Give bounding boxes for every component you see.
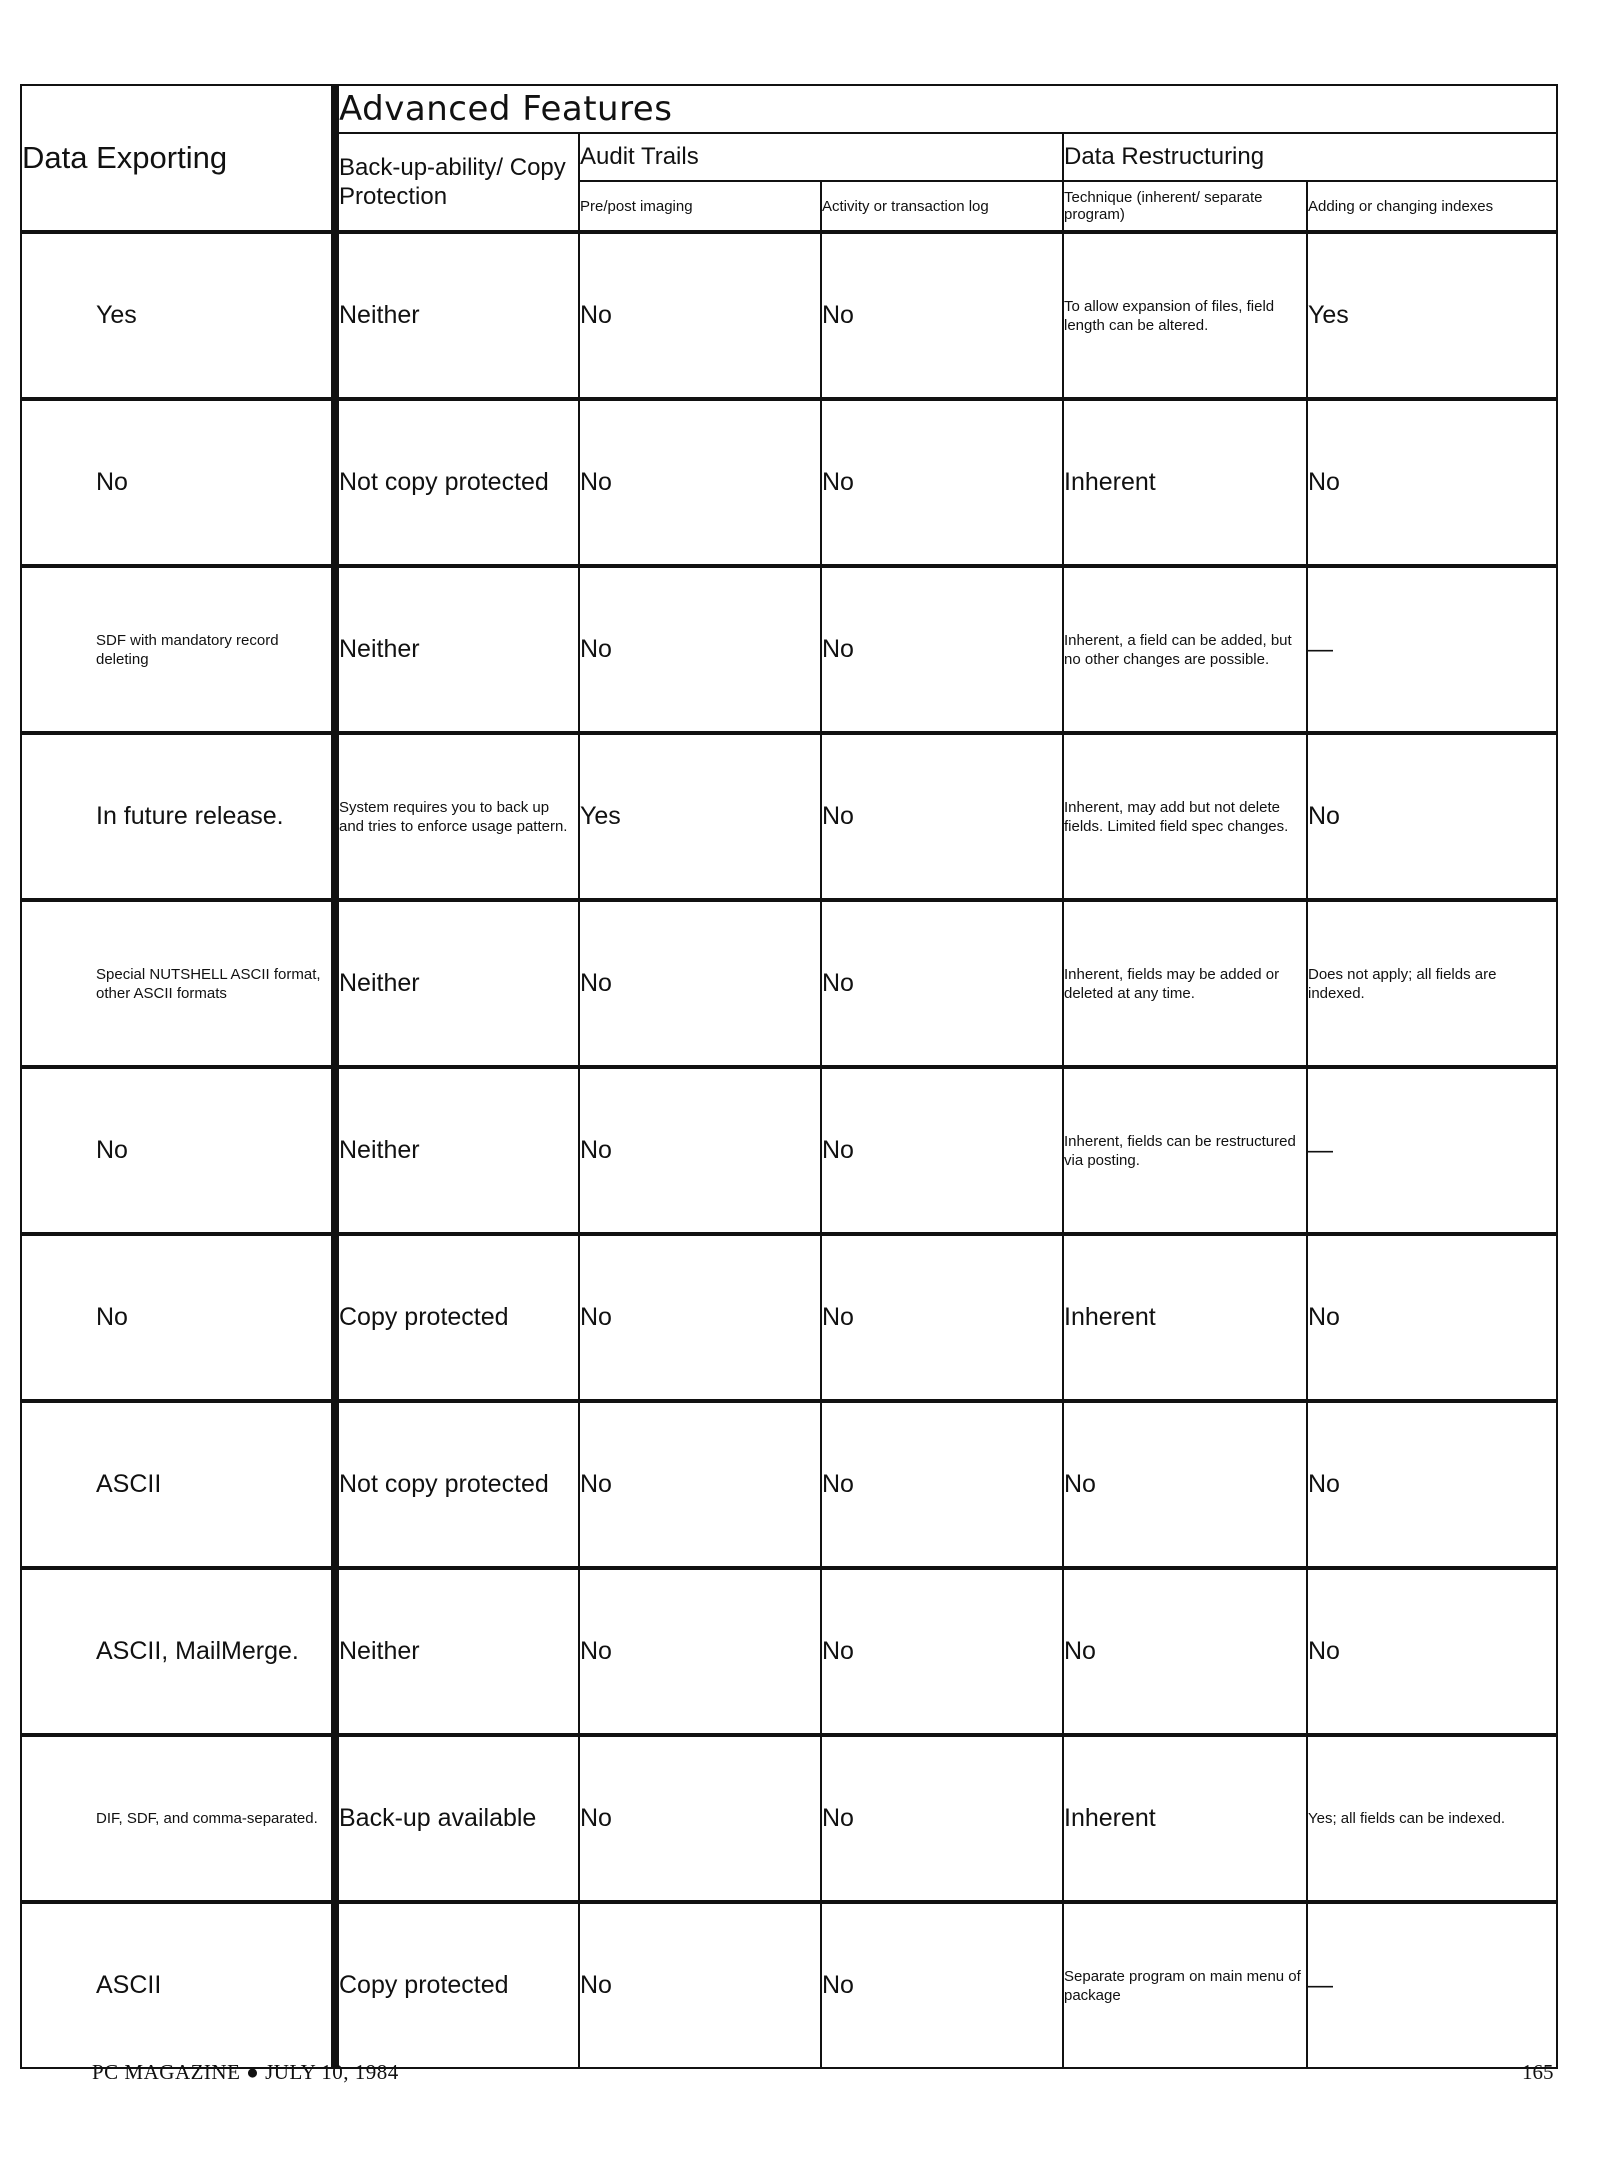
feature-comparison-table (20, 84, 1558, 2069)
activity-log-cell (821, 1234, 1063, 1401)
table-row (21, 232, 1557, 399)
technique-cell (1063, 399, 1307, 566)
activity-log-cell (821, 1401, 1063, 1568)
prepost-imaging-value: No (580, 1470, 612, 1498)
activity-log-value: No (822, 1470, 854, 1498)
technique-cell (1063, 232, 1307, 399)
prepost-imaging-value: No (580, 635, 612, 663)
data-exporting-cell (21, 1067, 335, 1234)
backup-cell (335, 1902, 579, 2068)
indexes-cell (1307, 733, 1557, 900)
indexes-value: No (1308, 802, 1340, 830)
page-number: 165 (1522, 2060, 1554, 2084)
backup-cell (335, 900, 579, 1067)
table-row (21, 566, 1557, 733)
data-exporting-value: ASCII (96, 1470, 162, 1498)
data-exporting-cell (21, 900, 335, 1067)
indexes-cell (1307, 566, 1557, 733)
prepost-imaging-cell (579, 1902, 821, 2068)
activity-log-cell (821, 1067, 1063, 1234)
activity-log-cell (821, 1902, 1063, 2068)
activity-log-value: No (822, 802, 854, 830)
technique-cell (1063, 1568, 1307, 1735)
technique-header: Technique (inherent/ separate program) (1063, 181, 1307, 232)
backup-value: Copy protected (339, 1303, 509, 1331)
prepost-imaging-value: No (580, 1804, 612, 1832)
indexes-value: — (1308, 1971, 1333, 1999)
prepost-imaging-value: No (580, 969, 612, 997)
audit-trails-header: Audit Trails (579, 133, 1063, 181)
technique-cell (1063, 1902, 1307, 2068)
technique-value: Inherent (1064, 1303, 1156, 1331)
activity-log-value: No (822, 468, 854, 496)
data-exporting-value: ASCII, MailMerge. (96, 1637, 299, 1665)
technique-cell (1063, 566, 1307, 733)
prepost-imaging-cell (579, 733, 821, 900)
table-row (21, 1401, 1557, 1568)
data-exporting-cell (21, 1735, 335, 1902)
backup-cell (335, 1401, 579, 1568)
backup-value: Back-up available (339, 1804, 537, 1832)
indexes-value: Yes; all fields can be indexed. (1308, 1810, 1506, 1827)
prepost-imaging-value: No (580, 1136, 612, 1164)
indexes-cell (1307, 1234, 1557, 1401)
indexes-cell (1307, 1902, 1557, 2068)
prepost-imaging-value: No (580, 468, 612, 496)
prepost-imaging-value: Yes (580, 802, 621, 830)
table-row (21, 900, 1557, 1067)
data-exporting-value: No (96, 1303, 128, 1331)
activity-log-value: No (822, 1804, 854, 1832)
table-body (21, 232, 1557, 2068)
prepost-imaging-cell (579, 399, 821, 566)
activity-log-cell (821, 566, 1063, 733)
table-row (21, 1234, 1557, 1401)
activity-log-cell (821, 1568, 1063, 1735)
indexes-cell (1307, 1067, 1557, 1234)
activity-log-header: Activity or transaction log (821, 181, 1063, 232)
technique-cell (1063, 733, 1307, 900)
backup-cell (335, 1234, 579, 1401)
backup-cell (335, 733, 579, 900)
prepost-imaging-value: No (580, 301, 612, 329)
prepost-imaging-cell (579, 232, 821, 399)
data-exporting-cell (21, 232, 335, 399)
backup-cell (335, 1735, 579, 1902)
data-exporting-cell (21, 566, 335, 733)
indexes-cell (1307, 232, 1557, 399)
indexes-cell (1307, 900, 1557, 1067)
data-exporting-cell (21, 733, 335, 900)
table-row (21, 1568, 1557, 1735)
advanced-features-header: Advanced Features (335, 85, 1557, 133)
backup-cell (335, 1067, 579, 1234)
data-exporting-value: In future release. (96, 802, 284, 830)
technique-value: To allow expansion of files, field length can be altered. (1064, 297, 1275, 334)
prepost-imaging-cell (579, 1234, 821, 1401)
data-exporting-cell (21, 399, 335, 566)
technique-cell (1063, 1067, 1307, 1234)
prepost-imaging-cell (579, 1067, 821, 1234)
activity-log-value: No (822, 969, 854, 997)
prepost-imaging-cell (579, 1568, 821, 1735)
backup-value: Not copy protected (339, 1470, 549, 1498)
technique-cell (1063, 1234, 1307, 1401)
data-exporting-value: ASCII (96, 1971, 162, 1999)
indexes-value: — (1308, 635, 1333, 663)
indexes-value: No (1308, 1637, 1340, 1665)
activity-log-value: No (822, 635, 854, 663)
prepost-imaging-cell (579, 900, 821, 1067)
indexes-value: Yes (1308, 301, 1349, 329)
backup-value: Neither (339, 1637, 420, 1665)
backup-value: Neither (339, 969, 420, 997)
backup-value: Neither (339, 301, 420, 329)
technique-value: Inherent, fields can be restructured via posting. (1064, 1132, 1296, 1169)
technique-value: Inherent, a field can be added, but no other changes are possible. (1064, 631, 1292, 668)
data-exporting-cell (21, 1234, 335, 1401)
backup-cell (335, 566, 579, 733)
indexes-value: No (1308, 1303, 1340, 1331)
table-row (21, 1735, 1557, 1902)
data-exporting-cell (21, 1568, 335, 1735)
indexes-header: Adding or changing indexes (1307, 181, 1557, 232)
backup-value: Not copy protected (339, 468, 549, 496)
technique-value: No (1064, 1470, 1096, 1498)
backup-copy-protection-header: Back-up-ability/ Copy Protection (335, 133, 579, 232)
technique-value: No (1064, 1637, 1096, 1665)
data-exporting-value: Special NUTSHELL ASCII format, other ASCII formats (96, 965, 321, 1002)
indexes-value: No (1308, 468, 1340, 496)
activity-log-cell (821, 399, 1063, 566)
activity-log-value: No (822, 1303, 854, 1331)
activity-log-value: No (822, 1971, 854, 1999)
indexes-cell (1307, 1735, 1557, 1902)
table-row (21, 399, 1557, 566)
prepost-imaging-value: No (580, 1971, 612, 1999)
indexes-value: — (1308, 1136, 1333, 1164)
technique-value: Inherent (1064, 1804, 1156, 1832)
activity-log-value: No (822, 1637, 854, 1665)
data-exporting-value: Yes (96, 301, 137, 329)
technique-cell (1063, 1401, 1307, 1568)
technique-value: Inherent, may add but not delete fields. Limited field spec changes. (1064, 798, 1289, 835)
backup-value: System requires you to back up and tries to enforce usage pattern. (339, 798, 568, 835)
technique-cell (1063, 1735, 1307, 1902)
technique-value: Inherent (1064, 468, 1156, 496)
indexes-cell (1307, 1568, 1557, 1735)
data-exporting-value: SDF with mandatory record deleting (96, 631, 279, 668)
prepost-imaging-cell (579, 1735, 821, 1902)
prepost-imaging-cell (579, 566, 821, 733)
prepost-imaging-header: Pre/post imaging (579, 181, 821, 232)
prepost-imaging-value: No (580, 1637, 612, 1665)
activity-log-cell (821, 733, 1063, 900)
data-exporting-header: Data Exporting (21, 85, 335, 232)
footer-publication: PC MAGAZINE ● JULY 10, 1984 (92, 2060, 399, 2084)
data-restructuring-header: Data Restructuring (1063, 133, 1557, 181)
data-exporting-cell (21, 1902, 335, 2068)
technique-value: Separate program on main menu of package (1064, 1967, 1301, 2004)
activity-log-value: No (822, 301, 854, 329)
data-exporting-value: DIF, SDF, and comma-separated. (96, 1810, 318, 1827)
indexes-cell (1307, 399, 1557, 566)
backup-cell (335, 232, 579, 399)
activity-log-cell (821, 900, 1063, 1067)
table-row (21, 1902, 1557, 2068)
indexes-value: No (1308, 1470, 1340, 1498)
backup-value: Copy protected (339, 1971, 509, 1999)
prepost-imaging-cell (579, 1401, 821, 1568)
activity-log-value: No (822, 1136, 854, 1164)
indexes-cell (1307, 1401, 1557, 1568)
backup-value: Neither (339, 635, 420, 663)
backup-cell (335, 399, 579, 566)
data-exporting-value: No (96, 1136, 128, 1164)
backup-value: Neither (339, 1136, 420, 1164)
data-exporting-cell (21, 1401, 335, 1568)
indexes-value: Does not apply; all fields are indexed. (1308, 965, 1497, 1002)
data-exporting-value: No (96, 468, 128, 496)
activity-log-cell (821, 1735, 1063, 1902)
table-row (21, 733, 1557, 900)
technique-cell (1063, 900, 1307, 1067)
activity-log-cell (821, 232, 1063, 399)
prepost-imaging-value: No (580, 1303, 612, 1331)
technique-value: Inherent, fields may be added or deleted at any time. (1064, 965, 1280, 1002)
backup-cell (335, 1568, 579, 1735)
table-row (21, 1067, 1557, 1234)
